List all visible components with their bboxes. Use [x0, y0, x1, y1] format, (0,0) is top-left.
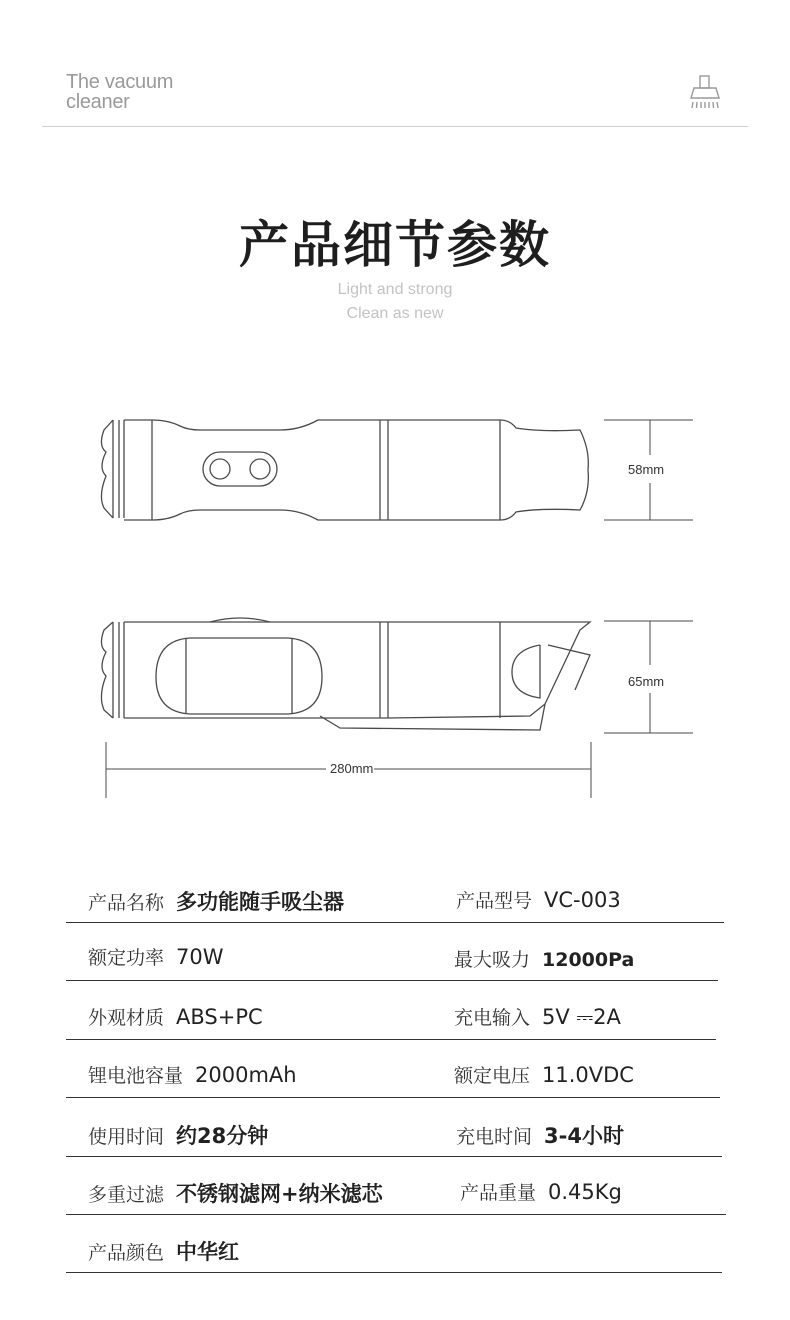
spec-value: 5V ⎓2A: [542, 1005, 621, 1029]
spec-label: 充电时间: [456, 1126, 533, 1148]
spec-charge-input: [454, 1003, 621, 1030]
spec-label: 产品名称: [88, 892, 165, 914]
spec-model: [456, 886, 621, 913]
product-dimension-drawing: [0, 380, 790, 810]
spec-label: 产品颜色: [88, 1242, 165, 1264]
row-divider: [66, 1156, 722, 1157]
spec-value: 3-4小时: [544, 1124, 624, 1148]
spec-product-name: [88, 886, 344, 916]
spec-battery-capacity: [88, 1061, 297, 1088]
spec-label: 额定功率: [88, 947, 165, 969]
spec-value: 不锈钢滤网+纳米滤芯: [176, 1182, 383, 1206]
row-divider: [66, 1214, 726, 1215]
spec-label: 额定电压: [454, 1065, 531, 1087]
spec-rated-voltage: [454, 1061, 634, 1088]
spec-value: 70W: [176, 945, 224, 969]
height-side-label: 65mm: [628, 674, 665, 689]
row-divider: [66, 980, 718, 981]
row-divider: [66, 1272, 722, 1273]
spec-value: ABS+PC: [176, 1005, 263, 1029]
subtitle-line-2: Clean as new: [346, 305, 444, 322]
spec-label: 充电输入: [454, 1007, 531, 1029]
length-label: 280mm: [330, 761, 374, 776]
spec-label: 使用时间: [88, 1126, 165, 1148]
spec-use-time: [88, 1120, 268, 1150]
spec-value: 11.0VDC: [542, 1063, 634, 1087]
spec-label: 多重过滤: [88, 1184, 165, 1206]
spec-label: 产品型号: [456, 890, 533, 912]
height-top-label: 58mm: [628, 462, 665, 477]
spec-material: [88, 1003, 263, 1030]
spec-color: [88, 1236, 239, 1266]
side-view-outline: [101, 618, 590, 730]
top-view-outline: [101, 420, 588, 520]
spec-value: 约28分钟: [176, 1124, 269, 1148]
spec-label: 外观材质: [88, 1007, 165, 1029]
page-title: 产品细节参数: [239, 216, 551, 274]
spec-max-suction: [454, 945, 634, 972]
spec-value: 0.45Kg: [548, 1180, 622, 1204]
row-divider: [66, 922, 724, 923]
spec-filtration: [88, 1178, 383, 1208]
spec-charge-time: [456, 1120, 624, 1150]
spec-value: 2000mAh: [195, 1063, 297, 1087]
spec-value: 多功能随手吸尘器: [176, 890, 345, 914]
spec-rated-power: [88, 943, 224, 970]
row-divider: [66, 1039, 716, 1040]
spec-label: 最大吸力: [454, 949, 531, 971]
brand-line-2: cleaner: [66, 91, 130, 113]
spec-label: 产品重量: [460, 1182, 537, 1204]
subtitle-line-1: Light and strong: [337, 281, 453, 298]
spec-value: VC-003: [544, 888, 621, 912]
spec-label: 锂电池容量: [88, 1065, 184, 1087]
vacuum-icon: [686, 74, 724, 110]
spec-weight: [460, 1178, 622, 1205]
brand-title: [66, 72, 173, 112]
header-divider: [42, 126, 748, 127]
brand-line-1: The vacuum: [66, 71, 174, 93]
spec-value: 12000Pa: [542, 949, 635, 971]
row-divider: [66, 1097, 720, 1098]
spec-value: 中华红: [176, 1240, 240, 1264]
